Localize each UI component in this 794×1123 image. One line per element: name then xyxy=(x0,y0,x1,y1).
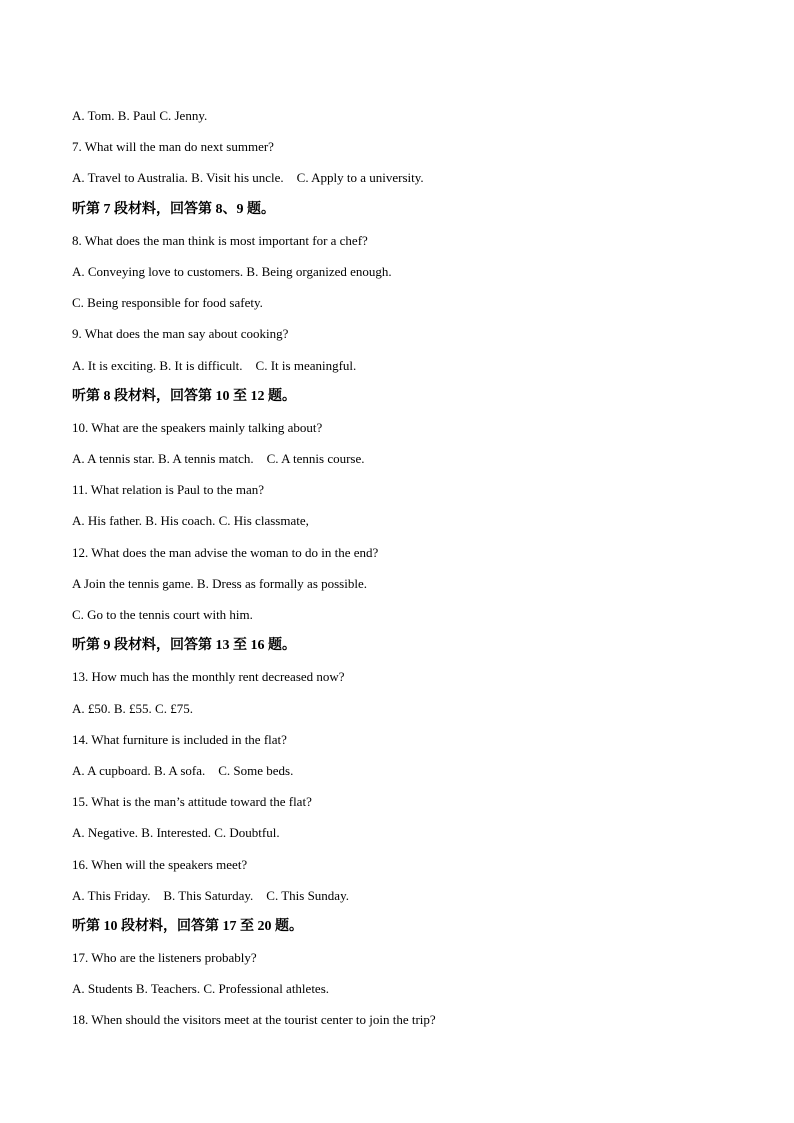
answer-options: C. Go to the tennis court with him. xyxy=(72,607,253,622)
section-heading: 听第 9 段材料，回答第 13 至 16 题。 xyxy=(72,638,296,654)
answer-options: A. This Friday. B. This Saturday. C. This Sunday. xyxy=(72,887,349,903)
question-text: 11. What relation is Paul to the man? xyxy=(72,482,265,498)
answer-options: A. Travel to Australia. B. Visit his uncle. C. Apply to a university. xyxy=(72,170,424,186)
answer-options: A. It is exciting. B. It is difficult. C. It is meaningful. xyxy=(72,357,357,373)
section-heading: 听第 8 段材料，回答第 10 至 12 题。 xyxy=(72,388,296,404)
question-text: 8. What does the man think is most important for a chef? xyxy=(72,232,368,248)
question-text: 15. What is the man’s attitude toward the flat? xyxy=(72,794,312,810)
answer-options: A. A tennis star. B. A tennis match. C. A tennis course. xyxy=(72,451,365,467)
answer-options: C. Being responsible for food safety. xyxy=(72,295,263,311)
question-text: 18. When should the visitors meet at the tourist center to join the trip? xyxy=(72,1012,436,1028)
question-text: 10. What are the speakers mainly talking about? xyxy=(72,419,323,435)
answer-options: A Join the tennis game. B. Dress as formally as possible. xyxy=(72,575,367,591)
question-text: 16. When will the speakers meet? xyxy=(72,856,248,872)
section-heading: 听第 7 段材料，回答第 8、9 题。 xyxy=(72,201,275,217)
question-text: 9. What does the man say about cooking? xyxy=(72,326,289,342)
answer-options: A. His father. B. His coach. C. His classmate, xyxy=(72,513,309,529)
answer-options: A. Tom. B. Paul C. Jenny. xyxy=(72,108,208,123)
answer-options: A. Negative. B. Interested. C. Doubtful. xyxy=(72,825,280,841)
question-text: 17. Who are the listeners probably? xyxy=(72,950,257,966)
document-body xyxy=(72,100,732,1036)
question-text: 7. What will the man do next summer? xyxy=(72,139,274,155)
question-text: 14. What furniture is included in the flat? xyxy=(72,731,287,747)
question-text: 13. How much has the monthly rent decreased now? xyxy=(72,669,345,685)
answer-options: A. Conveying love to customers. B. Being organized enough. xyxy=(72,263,392,279)
answer-options: A. £50. B. £55. C. £75. xyxy=(72,700,193,716)
answer-options: A. A cupboard. B. A sofa. C. Some beds. xyxy=(72,762,294,778)
section-heading: 听第 10 段材料，回答第 17 至 20 题。 xyxy=(72,918,303,934)
answer-options: A. Students B. Teachers. C. Professional athletes. xyxy=(72,981,330,997)
question-text: 12. What does the man advise the woman to do in the end? xyxy=(72,544,379,560)
